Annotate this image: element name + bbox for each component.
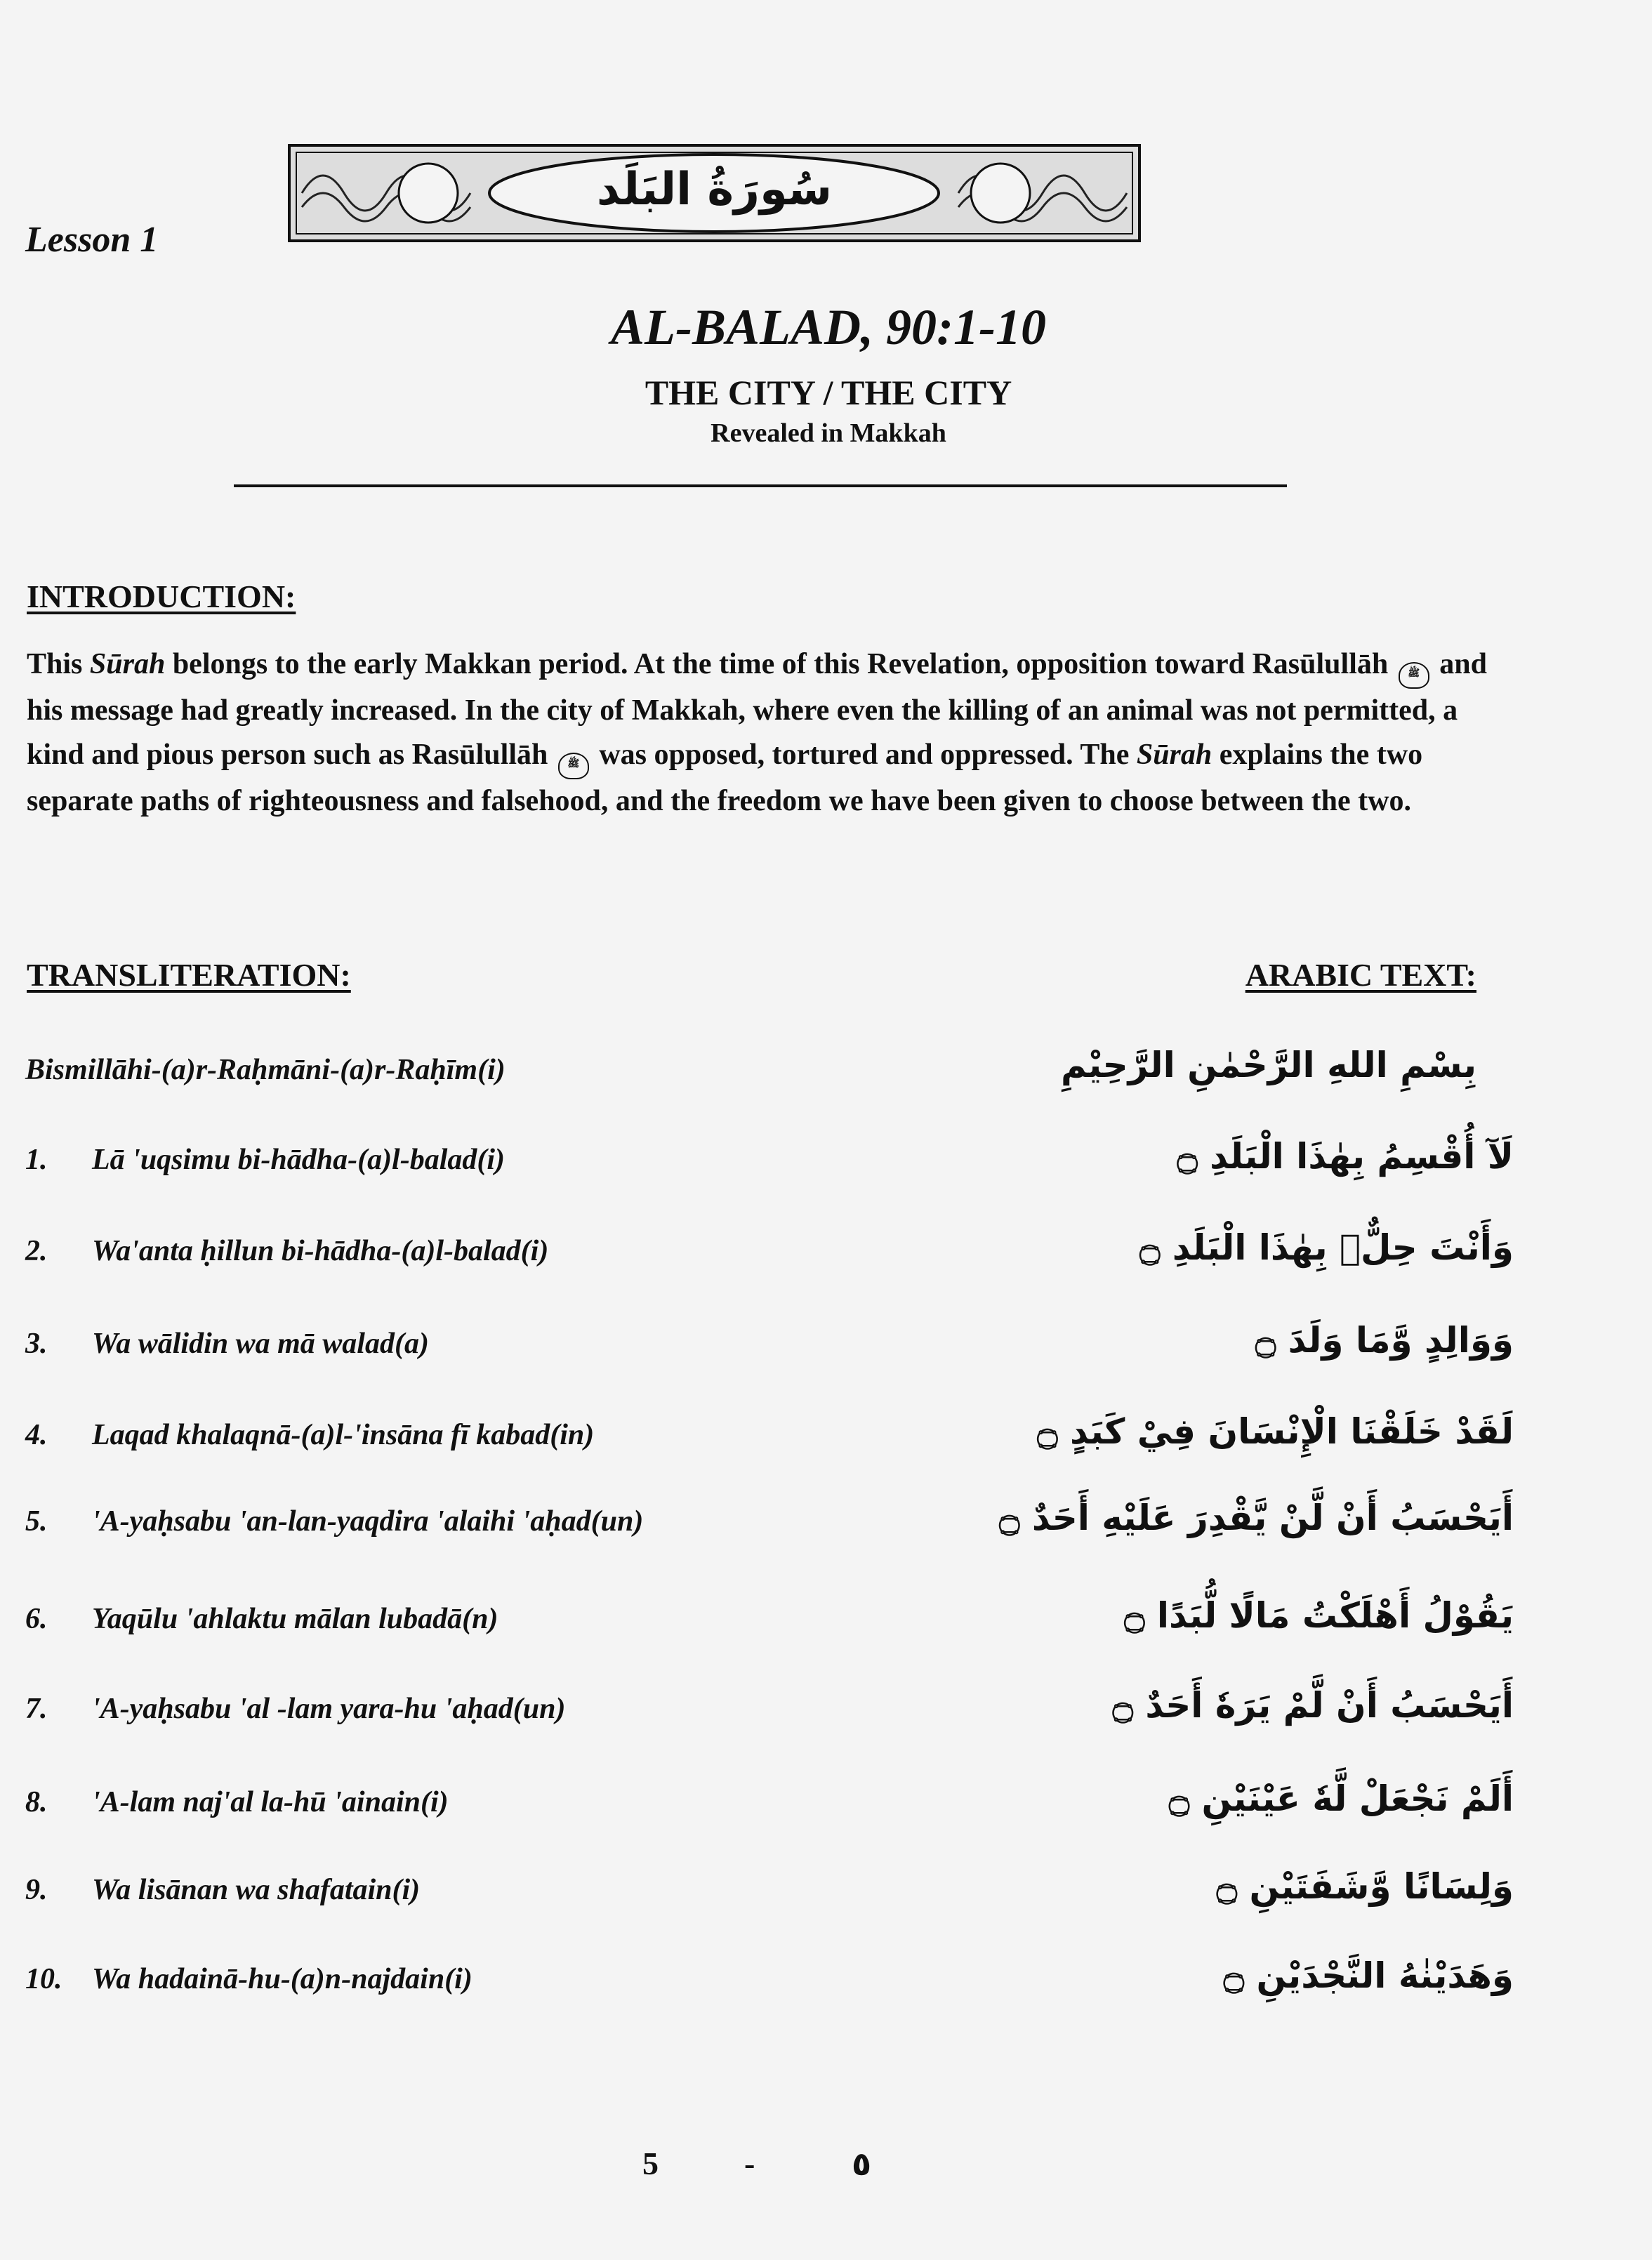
verse-row bbox=[25, 1411, 1514, 1474]
verse-row bbox=[25, 1136, 1514, 1199]
verse-row bbox=[25, 1498, 1514, 1561]
verse-arabic: أَيَحْسَبُ أَنْ لَّنْ يَّقْدِرَ عَلَيْهِ أَحَدٌ ۝ bbox=[999, 1498, 1514, 1538]
verse-row bbox=[25, 1320, 1514, 1383]
intro-text: was opposed, tortured and oppressed. The bbox=[599, 739, 1137, 771]
verse-transliteration: Wa wālidin wa mā walad(a) bbox=[92, 1328, 429, 1360]
verse-row bbox=[25, 1866, 1514, 1929]
intro-text: belongs to the early Makkan period. At the time of this Revelation, opposition toward Rasūlullāh bbox=[165, 648, 1389, 680]
verse-number: 6. bbox=[25, 1603, 48, 1635]
verse-arabic: يَقُوْلُ أَهْلَكْتُ مَالًا لُّبَدًا ۝ bbox=[1124, 1595, 1514, 1636]
introduction-paragraph bbox=[27, 642, 1487, 824]
verse-row bbox=[25, 1955, 1514, 2018]
verse-row bbox=[25, 1595, 1514, 1658]
salutation-icon: ﷺ bbox=[558, 753, 589, 779]
verse-arabic: لَقَدْ خَلَقْنَا الْإِنْسَانَ فِيْ كَبَدٍ ۝ bbox=[1037, 1411, 1514, 1452]
verse-row bbox=[25, 1227, 1514, 1290]
page-number: 5 bbox=[642, 2146, 659, 2181]
salutation-icon: ﷺ bbox=[1399, 662, 1429, 689]
page-title: AL-BALAD, 90:1-10 bbox=[611, 299, 1046, 355]
verse-arabic: وَهَدَيْنٰهُ النَّجْدَيْنِ ۝ bbox=[1223, 1955, 1514, 1996]
banner-arabic-title: سُورَةُ البَلَد bbox=[596, 164, 833, 216]
verse-number: 7. bbox=[25, 1693, 48, 1725]
bismillah-arabic: بِسْمِ اللهِ الرَّحْمٰنِ الرَّحِيْمِ bbox=[1061, 1045, 1476, 1085]
verse-transliteration: Wa'anta ḥillun bi-hādha-(a)l-balad(i) bbox=[92, 1235, 549, 1267]
arabic-heading: ARABIC TEXT: bbox=[1245, 957, 1476, 993]
surah-term: Sūrah bbox=[1136, 739, 1212, 771]
verse-number: 8. bbox=[25, 1786, 48, 1818]
page-subtitle: THE CITY / THE CITY bbox=[645, 373, 1012, 412]
verse-number: 4. bbox=[25, 1419, 48, 1451]
verse-transliteration: Lā 'uqsimu bi-hādha-(a)l-balad(i) bbox=[92, 1144, 505, 1176]
intro-text: explains the two separate paths of righteousness and falsehood, and the freedom we have been given to choose between the two. bbox=[27, 739, 1423, 817]
verse-number: 2. bbox=[25, 1235, 48, 1267]
revelation-note: Revealed in Makkah bbox=[711, 418, 946, 448]
lesson-label: Lesson 1 bbox=[25, 220, 159, 260]
verse-row bbox=[25, 1778, 1514, 1842]
verse-transliteration: Laqad khalaqnā-(a)l-'insāna fī kabad(in) bbox=[92, 1419, 595, 1451]
verse-number: 10. bbox=[25, 1963, 62, 1995]
introduction-heading: INTRODUCTION: bbox=[27, 579, 296, 614]
title-divider bbox=[234, 484, 1287, 487]
surah-term: Sūrah bbox=[89, 648, 166, 680]
verse-number: 9. bbox=[25, 1874, 48, 1906]
verse-arabic: وَأَنْتَ حِلٌّۢ بِهٰذَا الْبَلَدِ ۝ bbox=[1139, 1227, 1514, 1268]
verse-number: 3. bbox=[25, 1328, 48, 1360]
verse-arabic: أَيَحْسَبُ أَنْ لَّمْ يَرَهٗ أَحَدٌ ۝ bbox=[1112, 1685, 1514, 1726]
verse-transliteration: Wa hadainā-hu-(a)n-najdain(i) bbox=[92, 1963, 473, 1995]
intro-text: This bbox=[27, 648, 90, 680]
verse-arabic: وَلِسَانًا وَّشَفَتَيْنِ ۝ bbox=[1216, 1866, 1514, 1907]
bismillah-transliteration: Bismillāhi-(a)r-Raḥmāni-(a)r-Raḥīm(i) bbox=[25, 1054, 505, 1086]
transliteration-heading: TRANSLITERATION: bbox=[27, 957, 351, 993]
surah-title-banner bbox=[288, 144, 1141, 242]
page-number-arabic: ٥ bbox=[852, 2145, 872, 2183]
title-block bbox=[267, 299, 1390, 448]
page-separator: - bbox=[744, 2146, 755, 2181]
verse-number: 1. bbox=[25, 1144, 48, 1176]
verse-arabic: أَلَمْ نَجْعَلْ لَّهٗ عَيْنَيْنِ ۝ bbox=[1168, 1778, 1514, 1819]
verse-transliteration: 'A-yaḥsabu 'an-lan-yaqdira 'alaihi 'aḥad(un) bbox=[92, 1505, 644, 1538]
verse-transliteration: 'A-yaḥsabu 'al -lam yara-hu 'aḥad(un) bbox=[92, 1693, 566, 1725]
verse-transliteration: Yaqūlu 'ahlaktu mālan lubadā(n) bbox=[92, 1603, 498, 1635]
intro-text: and his message had greatly increased. In the city of Makkah, where even the killing of an animal was not permitted, a kind and pious person such as Rasūlullāh bbox=[27, 648, 1487, 771]
verse-number: 5. bbox=[25, 1505, 48, 1538]
verse-arabic: وَوَالِدٍ وَّمَا وَلَدَ ۝ bbox=[1255, 1320, 1514, 1361]
verse-row bbox=[25, 1685, 1514, 1748]
verse-transliteration: 'A-lam naj'al la-hū 'ainain(i) bbox=[92, 1786, 449, 1818]
verse-transliteration: Wa lisānan wa shafatain(i) bbox=[92, 1874, 421, 1906]
verse-arabic: لَآ أُقْسِمُ بِهٰذَا الْبَلَدِ ۝ bbox=[1177, 1136, 1514, 1177]
